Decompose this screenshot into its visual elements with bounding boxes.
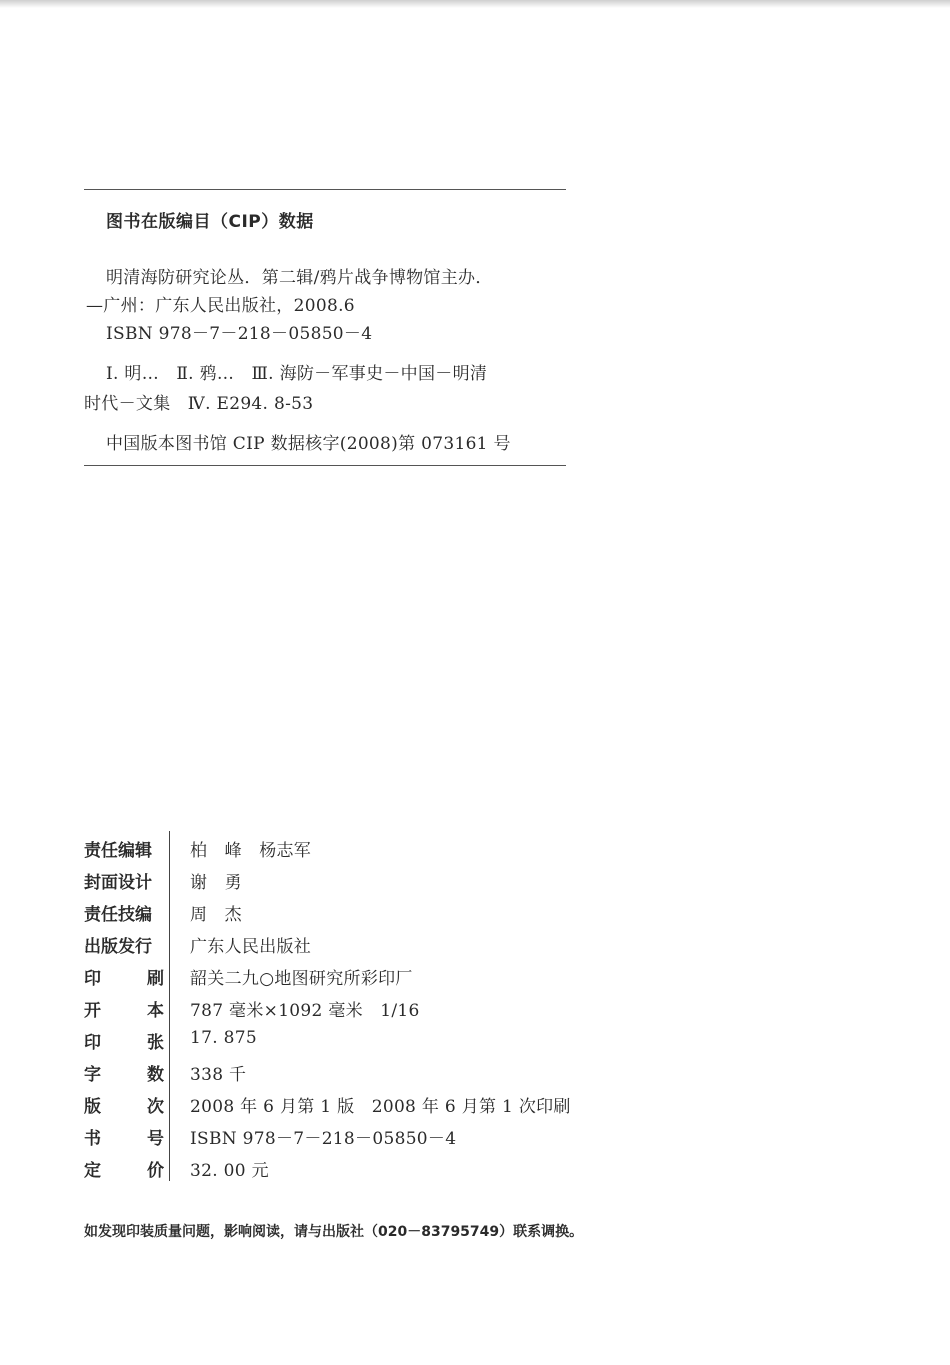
imprint-label: 出版发行 [84, 937, 152, 957]
cip-bottom-rule [84, 465, 566, 466]
imprint-row-editor [84, 836, 684, 868]
imprint-value: ISBN 978－7－218－05850－4 [190, 1129, 457, 1149]
imprint-row-publisher [84, 932, 684, 964]
page-top-edge [0, 0, 950, 8]
imprint-label: 责任技编 [84, 905, 152, 925]
imprint-label: 开本 [84, 1001, 164, 1021]
imprint-row-word-count [84, 1060, 684, 1092]
cip-data-block [84, 189, 566, 454]
imprint-row-sheets [84, 1028, 684, 1060]
cip-title-line: 明清海防研究论丛．第二辑/鸦片战争博物馆主办． [106, 268, 493, 288]
imprint-value: 2008 年 6 月第 1 版 2008 年 6 月第 1 次印刷 [190, 1097, 571, 1117]
imprint-label: 字数 [84, 1065, 164, 1085]
cip-record-number: 中国版本图书馆 CIP 数据核字(2008)第 073161 号 [106, 434, 511, 454]
imprint-label: 印刷 [84, 969, 164, 989]
imprint-label: 印张 [84, 1033, 164, 1053]
imprint-row-technical-editor [84, 900, 684, 932]
imprint-value: 338 千 [190, 1065, 247, 1085]
cip-subject-line-continued: 时代－文集 Ⅳ. E294. 8-53 [84, 394, 314, 414]
imprint-label: 书号 [84, 1129, 164, 1149]
imprint-row-cover-design [84, 868, 684, 900]
imprint-row-book-number [84, 1124, 684, 1156]
imprint-value: 周 杰 [190, 905, 242, 925]
imprint-value: 17. 875 [190, 1028, 257, 1048]
cip-heading: 图书在版编目（CIP）数据 [106, 212, 314, 232]
cip-subject-line: Ⅰ. 明… Ⅱ. 鸦… Ⅲ. 海防－军事史－中国－明清 [106, 364, 488, 384]
imprint-row-format [84, 996, 684, 1028]
imprint-label: 版次 [84, 1097, 164, 1117]
cip-top-rule [84, 189, 566, 190]
imprint-label: 责任编辑 [84, 841, 152, 861]
cip-publisher-line: —广州：广东人民出版社，2008.6 [86, 296, 355, 316]
imprint-value: 787 毫米×1092 毫米 1/16 [190, 1001, 420, 1021]
imprint-row-edition [84, 1092, 684, 1124]
imprint-value: 谢 勇 [190, 873, 242, 893]
cip-isbn-line: ISBN 978－7－218－05850－4 [106, 324, 373, 344]
quality-notice: 如发现印装质量问题，影响阅读，请与出版社（020－83795749）联系调换。 [84, 1224, 584, 1240]
imprint-label: 封面设计 [84, 873, 152, 893]
imprint-value: 广东人民出版社 [190, 937, 312, 957]
imprint-value: 柏 峰 杨志军 [190, 841, 312, 861]
imprint-value: 32. 00 元 [190, 1161, 269, 1181]
imprint-label: 定价 [84, 1161, 164, 1181]
imprint-row-price [84, 1156, 684, 1188]
imprint-row-printer [84, 964, 684, 996]
imprint-value: 韶关二九○地图研究所彩印厂 [190, 969, 413, 989]
